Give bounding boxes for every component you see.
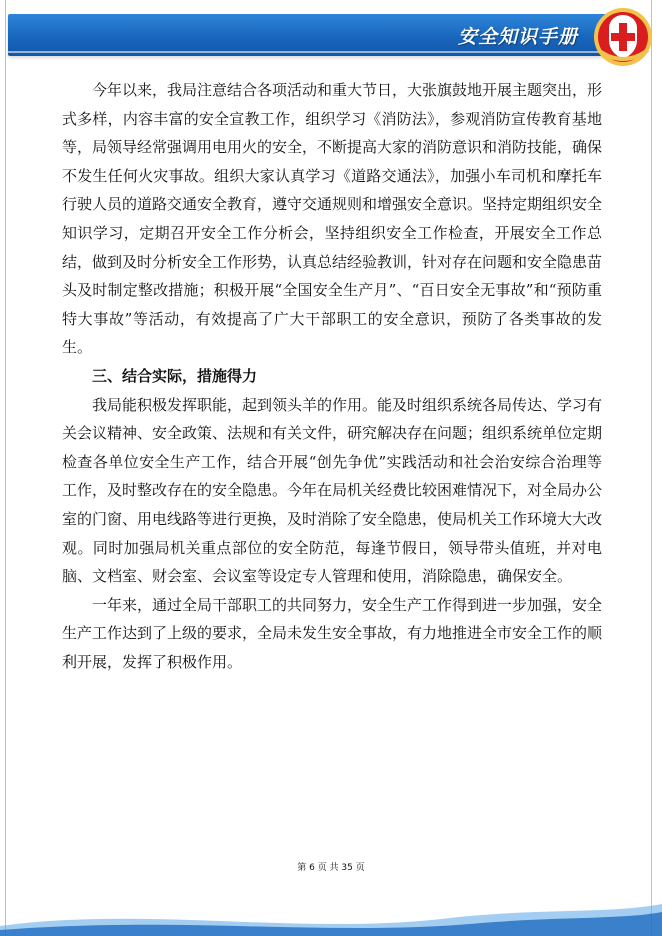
paragraph-activities: 今年以来，我局注意结合各项活动和重大节日，大张旗鼓地开展主题突出，形式多样，内容丰富的安全宣教工作，组织学习《消防法》，参观消防宣传教育基地等，局领导经常强调用电用火的安全，不断提高大家的消防意识和消防技能，确保不发生任何火灾事故。组织大家认真学习《道路交通法》，加强小车司机和摩托车行驶人员的道路交通安全教育，遵守交通规则和增强安全意识。坚持定期组织安全知识学习，定期召开安全工作分析会，坚持组织安全工作检查，开展安全工作总结，做到及时分析安全工作形势，认真总结经验教训，针对存在问题和安全隐患苗头及时制定整改措施；积极开展“全国安全生产月”、“百日安全无事故”和“预防重特大事故”等活动，有效提高了广大干部职工的安全意识，预防了各类事故的发生。 [62,81,603,357]
paragraph-measures: 我局能积极发挥职能，起到领头羊的作用。能及时组织系统各局传达、学习有关会议精神、安全政策、法规和有关文件，研究解决存在问题；组织系统单位定期检查各单位安全生产工作，结合开展“创先争优”实践活动和社会治安综合治理等工作，及时整改存在的安全隐患。今年在局机关经费比较困难情况下，对全局办公室的门窗、用电线路等进行更换，及时消除了安全隐患，使局机关工作环境大大改观。同时加强局机关重点部位的安全防范，每逢节假日，领导带头值班，并对电脑、文档室、财会室、会议室等设定专人管理和使用，消除隐患，确保安全。 [62,395,603,586]
right-border-rule [651,0,652,936]
red-cross-shield-emblem-icon [592,6,654,68]
bottom-wave-decoration [0,896,662,936]
page-number: 第 6 页 共 35 页 [297,863,365,873]
section-heading: 三、结合实际，措施得力 [92,366,258,385]
document-body [62,76,602,676]
left-border-rule [5,0,6,936]
header-title: 安全知识手册 [457,26,578,48]
paragraph-summary: 一年来，通过全局干部职工的共同努力，安全生产工作得到进一步加强，安全生产工作达到了上级的要求，全局未发生安全事故，有力地推进全市安全工作的顺利开展，发挥了积极作用。 [62,595,603,671]
